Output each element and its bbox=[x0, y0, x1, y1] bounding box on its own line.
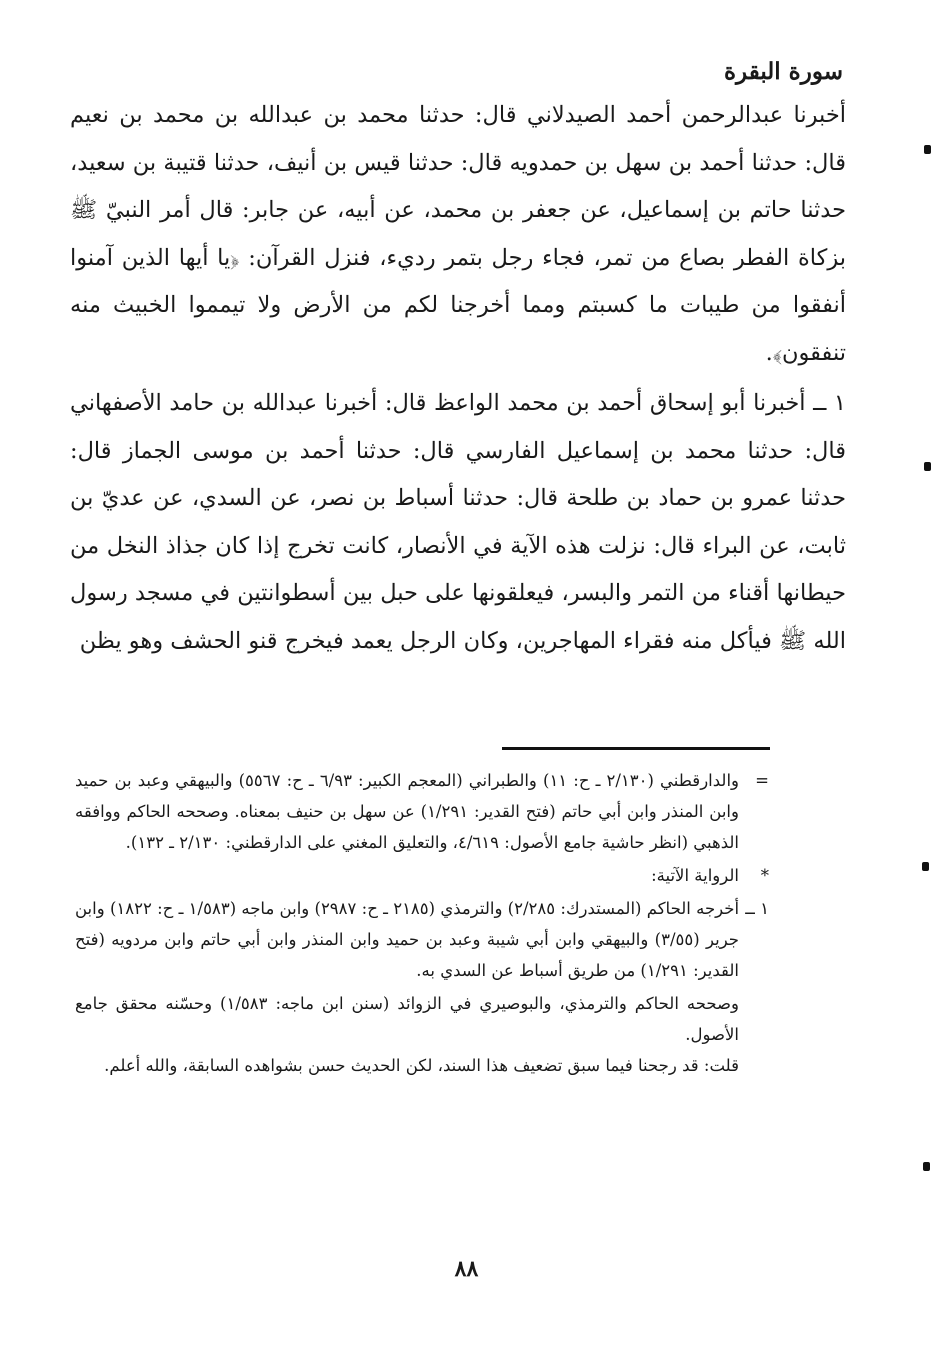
margin-speck bbox=[924, 145, 931, 154]
page-number: ٨٨ bbox=[454, 1256, 479, 1282]
body-paragraph-1: أخبرنا عبدالرحمن أحمد الصيدلاني قال: حدثنا محمد بن عبدالله بن محمد بن نعيم قال: حدثنا أحمد بن سهل بن حمدويه قال: حدثنا قيس بن أنيف، حدثنا قتيبة بن سعيد، حدثنا حاتم بن إسماعيل، عن جعفر بن محمد، عن أبيه، عن جابر: قال أمر النبيّ ﷺ بزكاة الفطر بصاع من تمر، فجاء رجل بتمر رديء، فنزل القرآن: ﴿يا أيها الذين آمنوا أنفقوا من طيبات ما كسبتم ومما أخرجنا لكم من الأرض ولا تيمموا الخبيث منه تنفقون﴾. bbox=[70, 102, 846, 366]
margin-speck bbox=[923, 1162, 930, 1171]
footnote-text: أخرجه الحاكم (المستدرك: ٢/٢٨٥) والترمذي (٢١٨٥ ـ ح: ٢٩٨٧) وابن ماجه (١/٥٨٣ ـ ح: ١٨٢٢) وابن جرير (٣/٥٥) والبيهقي وابن أبي شيبة وعبد بن حميد وابن المنذر وابن أبي حاتم وابن مردويه (فتح القدير: ١/٢٩١) من طريق أسباط عن السدي به. bbox=[75, 899, 740, 980]
body-paragraph-2: ١ ــ أخبرنا أبو إسحاق أحمد بن محمد الواعظ قال: أخبرنا عبدالله بن حامد الأصفهاني قال: حدثنا محمد بن إسماعيل الفارسي قال: حدثنا أحمد بن موسى الجماز قال: حدثنا عمرو بن حماد بن طلحة قال: حدثنا أسباط بن نصر، عن السدي، عن عديّ بن ثابت، عن البراء قال: نزلت هذه الآية في الأنصار، كانت تخرج إذا كان جذاذ النخل من حيطانها أقناء من التمر والبسر، فيعلقونها على حبل بين أسطوانتين في مسجد رسول الله ﷺ فيأكل منه فقراء المهاجرين، وكان الرجل يعمد فيخرج قنو الحشف وهو يظن bbox=[70, 390, 846, 654]
footnote-star-note bbox=[75, 860, 769, 891]
footnote-text: الرواية الآتية: bbox=[651, 866, 739, 885]
footnote-1 bbox=[75, 893, 769, 986]
footnote-text: والدارقطني (٢/١٣٠ ـ ح: ١١) والطبراني (المعجم الكبير: ٦/٩٣ ـ ح: ٥٥٦٧) والبيهقي وعبد بن حميد وابن المنذر وابن أبي حاتم (فتح القدير: ١/٢٩١) عن سهل بن حنيف بمعناه. وصححه الحاكم ووافقه الذهبي (انظر حاشية جامع الأصول: ٤/٦١٩، والتعليق المغني على الدارقطني: ٢/١٣٠ ـ ١٣٢). bbox=[75, 771, 739, 852]
footnote-separator bbox=[502, 747, 770, 750]
footnote-marker: ١ ــ bbox=[745, 899, 769, 918]
footnote-marker: = bbox=[755, 771, 769, 790]
footnotes-section bbox=[75, 765, 769, 1081]
footnote-1-continuation-1: وصححه الحاكم والترمذي، والبوصيري في الزوائد (سنن ابن ماجه: ١/٥٨٣) وحسّنه محقق جامع الأصول. bbox=[75, 994, 740, 1044]
footnote-marker: * bbox=[760, 866, 769, 885]
footnote-continued bbox=[75, 765, 769, 858]
footnote-1-continuation-2: قلت: قد رجحنا فيما سبق تضعيف هذا السند، لكن الحديث حسن بشواهده السابقة، والله أعلم. bbox=[104, 1056, 739, 1075]
running-header: سورة البقرة bbox=[723, 58, 843, 85]
margin-speck bbox=[922, 862, 929, 871]
margin-speck bbox=[924, 462, 931, 471]
